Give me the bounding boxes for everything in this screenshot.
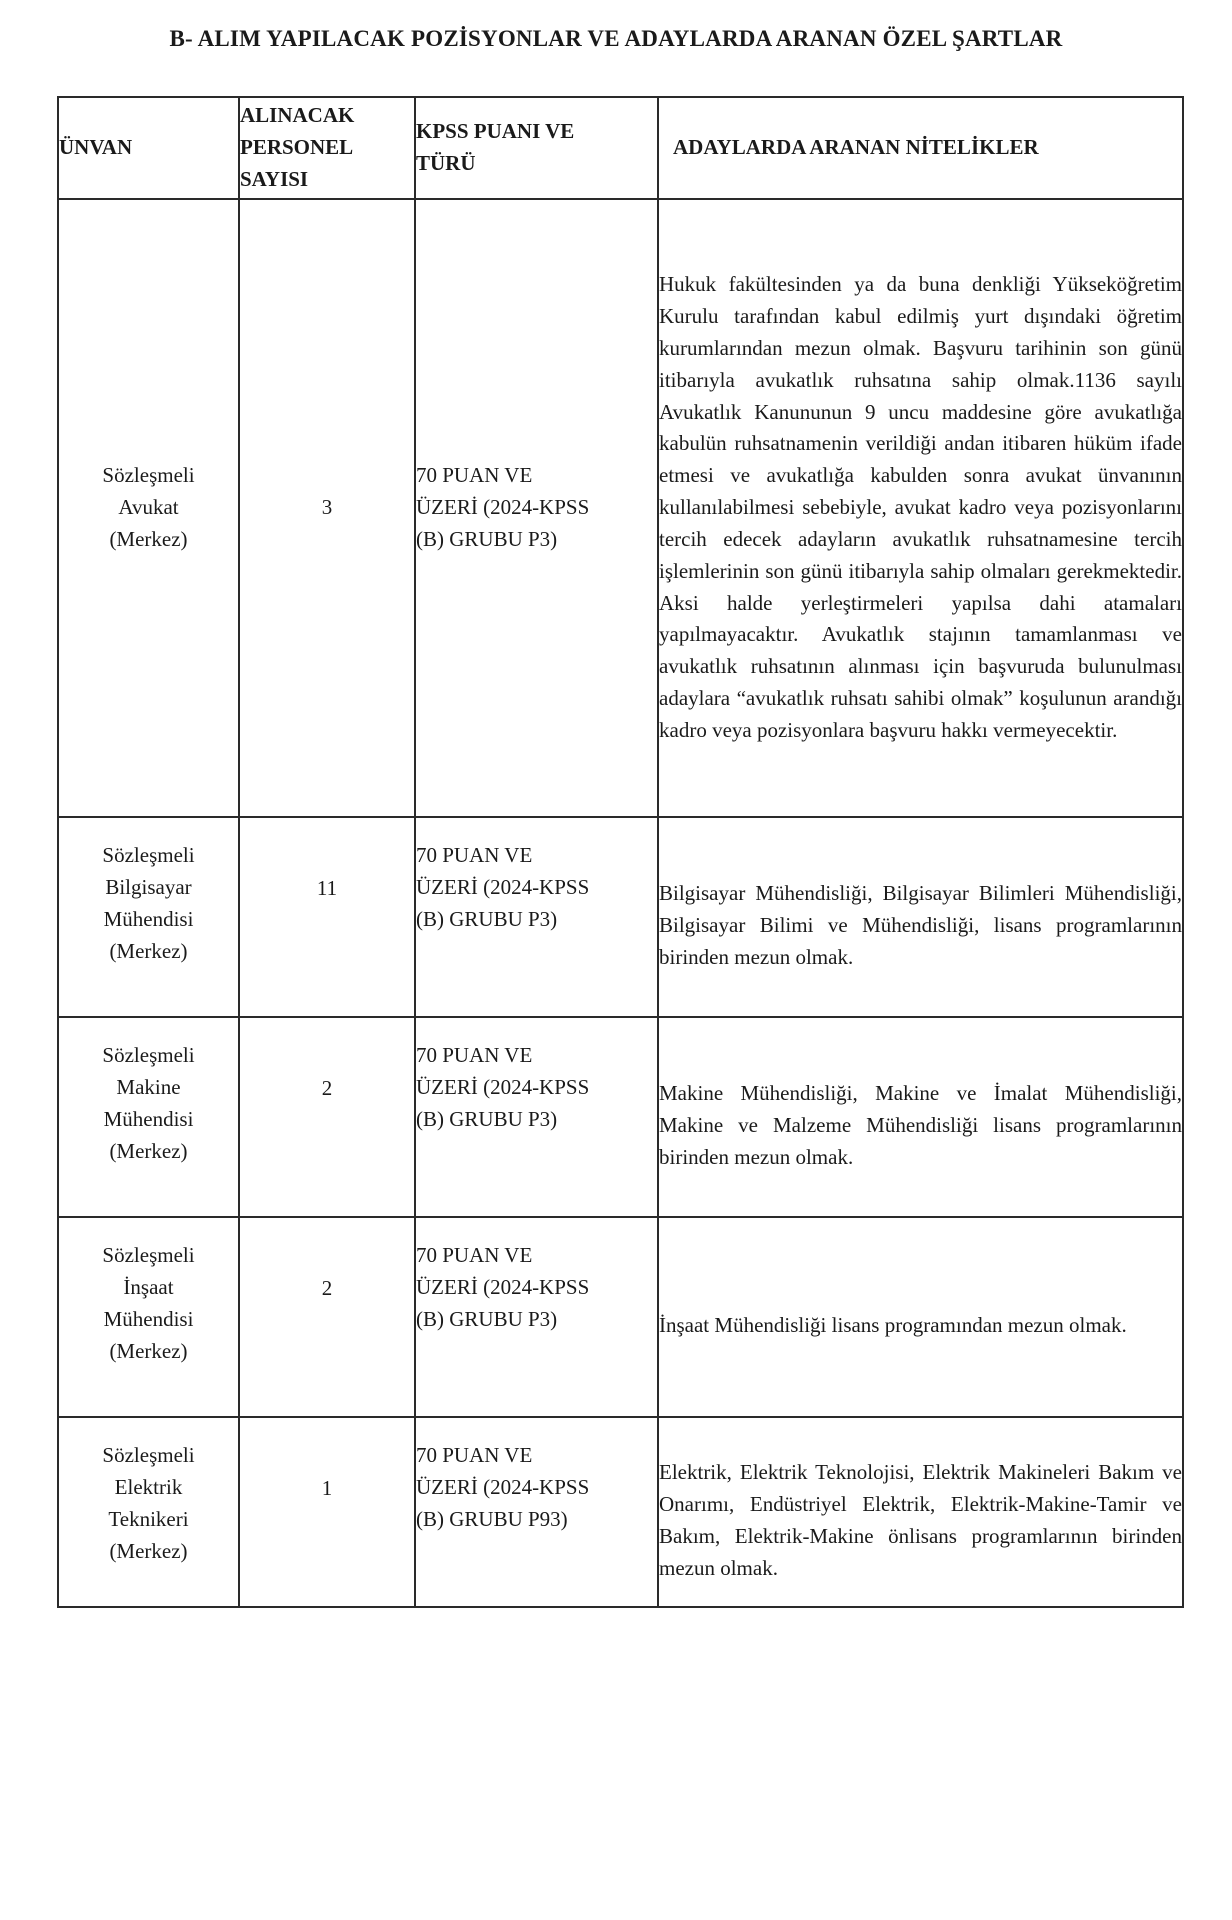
position-title-line: Sözleşmeli (102, 463, 195, 488)
position-title (58, 1417, 239, 1607)
position-title-line: Sözleşmeli (102, 1043, 195, 1067)
position-kpss (415, 1217, 658, 1417)
position-title (58, 1017, 239, 1217)
kpss-line: 70 PUAN VE (416, 843, 533, 867)
position-title-line: Mühendisi (103, 906, 194, 931)
position-title-line: (Merkez) (109, 1538, 188, 1563)
position-title-line: Sözleşmeli (102, 1443, 195, 1467)
table-row (58, 199, 1183, 817)
kpss-line: (B) GRUBU P3) (416, 1306, 558, 1331)
position-kpss (415, 1417, 658, 1607)
table-row (58, 817, 1183, 1017)
kpss-line: 70 PUAN VE (416, 1043, 533, 1067)
position-title (58, 817, 239, 1017)
position-kpss (415, 1017, 658, 1217)
position-kpss (415, 199, 658, 817)
kpss-line: (B) GRUBU P3) (416, 1106, 558, 1131)
kpss-line: 70 PUAN VE (416, 463, 533, 488)
position-qualifications: Makine Mühendisliği, Makine ve İmalat Mühendisliği, Makine ve Malzeme Mühendisliği lisans programlarının birinden mezun olmak. (658, 1017, 1183, 1217)
position-title-line: Avukat (118, 495, 179, 520)
position-title-line: Makine (116, 1074, 181, 1099)
position-count: 2 (239, 1017, 415, 1217)
positions-table (57, 96, 1184, 1608)
header-kpss-line: TÜRÜ (416, 151, 476, 175)
kpss-line: (B) GRUBU P3) (416, 526, 558, 551)
position-qualifications: Hukuk fakültesinden ya da buna denkliği Yükseköğretim Kurulu tarafından kabul edilmiş yurt dışındaki öğretim kurumlarından mezun olmak. Başvuru tarihinin son günü itibarıyla avukatlık ruhsatına sahip olmak.1136 sayılı Avukatlık Kanununun 9 uncu maddesine göre avukatlığa kabulün ruhsatnamenin verildiği andan itibaren hüküm ifade etmesi ve avukatlığa kabulden sonra avukat ünvanının kullanılabilmesi sebebiyle, avukat kadro veya pozisyonlarını tercih edecek adayların avukatlık ruhsatnamesine tercih işlemlerinin son günü itibarıyla sahip olmaları gerekmektedir. Aksi halde yerleştirmeleri yapılsa dahi atamaları yapılmayacaktır. Avukatlık stajının tamamlanması ve avukatlık ruhsatının alınması için başvuruda bulunulması adaylara “avukatlık ruhsatı sahibi olmak” koşulunun arandığı kadro veya pozisyonlara başvuru hakkı vermeyecektir. (658, 199, 1183, 817)
position-count: 3 (239, 199, 415, 817)
kpss-line: 70 PUAN VE (416, 1443, 533, 1467)
kpss-line: (B) GRUBU P3) (416, 906, 558, 931)
header-kpss (415, 97, 658, 199)
position-qualifications: Elektrik, Elektrik Teknolojisi, Elektrik Makineleri Bakım ve Onarımı, Endüstriyel Elektrik, Elektrik-Makine-Tamir ve Bakım, Elektrik-Makine önlisans programlarının birinden mezun olmak. (658, 1417, 1183, 1607)
position-qualifications: İnşaat Mühendisliği lisans programından mezun olmak. (658, 1217, 1183, 1417)
header-kpss-line: KPSS PUANI VE (416, 119, 575, 144)
kpss-line: ÜZERİ (2024-KPSS (416, 874, 590, 899)
page-title: B- ALIM YAPILACAK POZİSYONLAR VE ADAYLARDA ARANAN ÖZEL ŞARTLAR (169, 26, 1063, 51)
table-row (58, 1217, 1183, 1417)
header-title: ÜNVAN (58, 97, 239, 199)
header-count-line: ALINACAK (240, 103, 355, 128)
kpss-line: ÜZERİ (2024-KPSS (416, 1474, 590, 1499)
position-count: 11 (239, 817, 415, 1017)
header-count-line: SAYISI (240, 166, 309, 191)
position-title-line: Elektrik (114, 1474, 183, 1499)
table-row (58, 1417, 1183, 1607)
position-title-line: Bilgisayar (105, 874, 192, 899)
position-title-line: Teknikeri (108, 1506, 189, 1531)
position-title-line: Sözleşmeli (102, 1243, 195, 1267)
kpss-line: ÜZERİ (2024-KPSS (416, 1274, 590, 1299)
position-qualifications: Bilgisayar Mühendisliği, Bilgisayar Bilimleri Mühendisliği, Bilgisayar Bilimi ve Mühendisliği, lisans programlarının birinden mezun olmak. (658, 817, 1183, 1017)
position-title-line: Sözleşmeli (102, 843, 195, 867)
table-row (58, 1017, 1183, 1217)
table-header-row (58, 97, 1183, 199)
position-title-line: (Merkez) (109, 1138, 188, 1163)
position-title-line: Mühendisi (103, 1106, 194, 1131)
header-qualifications: ADAYLARDA ARANAN NİTELİKLER (658, 97, 1183, 199)
kpss-line: 70 PUAN VE (416, 1243, 533, 1267)
kpss-line: ÜZERİ (2024-KPSS (416, 495, 590, 520)
position-title-line: (Merkez) (109, 1338, 188, 1363)
header-count-line: PERSONEL (240, 135, 354, 160)
kpss-line: ÜZERİ (2024-KPSS (416, 1074, 590, 1099)
position-title-line: Mühendisi (103, 1306, 194, 1331)
position-count: 2 (239, 1217, 415, 1417)
position-title (58, 1217, 239, 1417)
kpss-line: (B) GRUBU P93) (416, 1506, 568, 1531)
position-title-line: İnşaat (123, 1274, 174, 1299)
header-count (239, 97, 415, 199)
position-kpss (415, 817, 658, 1017)
position-title (58, 199, 239, 817)
position-title-line: (Merkez) (109, 938, 188, 963)
position-title-line: (Merkez) (109, 526, 188, 551)
position-count: 1 (239, 1417, 415, 1607)
